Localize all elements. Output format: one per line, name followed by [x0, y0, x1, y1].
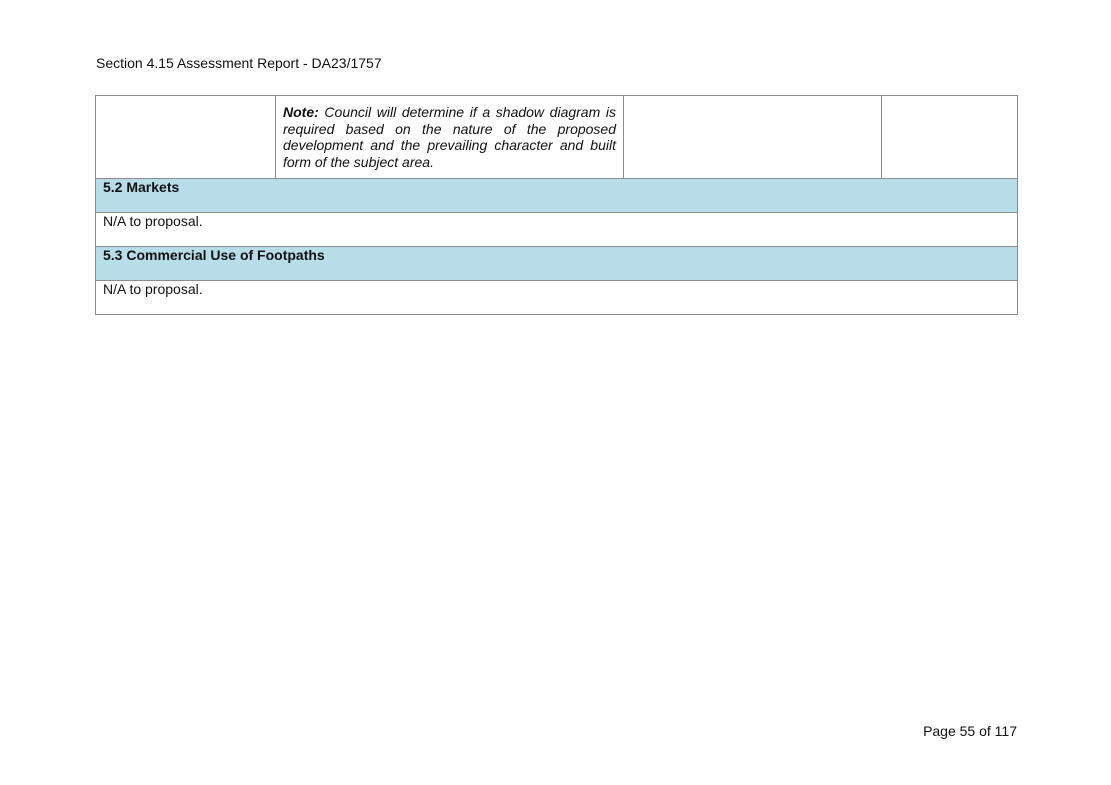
table-cell-empty	[96, 96, 276, 179]
table-row	[96, 281, 1018, 315]
note-text: Council will determine if a shadow diagram is required based on the nature of the proposed development and the prevailing character and built form of the subject area.	[283, 104, 616, 170]
note-lead: Note:	[283, 104, 319, 120]
page-header: Section 4.15 Assessment Report - DA23/1757	[96, 55, 382, 71]
page-number: Page 55 of 117	[923, 723, 1017, 739]
table-row-note	[96, 96, 1018, 179]
note-cell	[276, 96, 624, 179]
assessment-table	[95, 95, 1018, 315]
section-body-markets: N/A to proposal.	[96, 213, 1018, 247]
table-row	[96, 213, 1018, 247]
table-cell-empty	[624, 96, 882, 179]
section-heading-footpaths: 5.3 Commercial Use of Footpaths	[96, 247, 1018, 281]
section-body-footpaths: N/A to proposal.	[96, 281, 1018, 315]
section-heading-row	[96, 247, 1018, 281]
section-heading-row	[96, 179, 1018, 213]
table-cell-empty	[882, 96, 1018, 179]
section-heading-markets: 5.2 Markets	[96, 179, 1018, 213]
